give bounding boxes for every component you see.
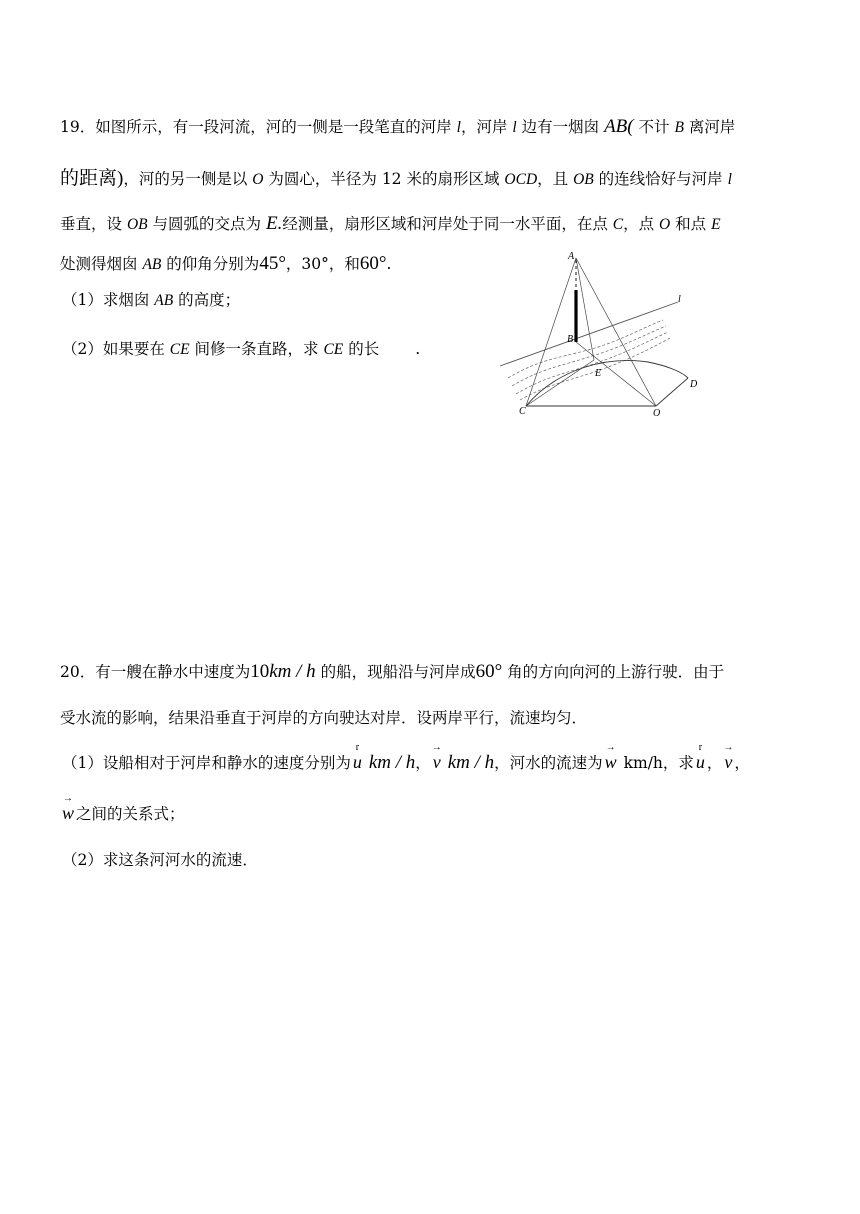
text: 间修一条直路，求: [189, 340, 324, 358]
sight-AO: [576, 258, 656, 406]
text: .: [415, 340, 421, 358]
text: ，点: [623, 215, 660, 233]
var-l: l: [512, 119, 517, 136]
p20-question-1: （1）设船相对于河岸和静水的速度分别为 r u km / h， → v km / h，河水的流速为 → w km/h，求 r u ， → v ，: [62, 742, 750, 773]
segment-OD: [656, 378, 688, 406]
vector-w: → w: [62, 793, 75, 823]
p20-line-2: [60, 708, 587, 728]
text: 的长: [343, 340, 380, 358]
math-unit: km / h: [269, 661, 316, 682]
var-C: C: [612, 216, 624, 233]
math-60deg: 60°: [475, 661, 503, 682]
river-chimney-figure: [498, 250, 720, 425]
text: .: [386, 255, 392, 273]
p20-line-1: [60, 662, 724, 682]
var-E: E: [711, 216, 721, 233]
text: 的船，现船沿与河岸成: [315, 663, 476, 681]
segment-BO: [576, 342, 656, 406]
math-AB: AB(: [604, 116, 634, 137]
bank-line-l: [500, 302, 678, 366]
text: （2）求这条河河水的流速．: [62, 851, 258, 869]
text: 不计: [633, 118, 675, 136]
p20-question-2: [62, 850, 258, 870]
river-dash-1: [508, 320, 663, 378]
text: 为圆心，半径为 12 米的扇形区域: [263, 170, 505, 188]
text: 与圆弧的交点为: [147, 215, 266, 233]
text: 之间的关系式；: [76, 805, 185, 823]
text: （1）设船相对于河岸和静水的速度分别为: [62, 754, 351, 772]
river-dash-2: [512, 326, 666, 386]
text: 垂直，设: [60, 215, 127, 233]
label-l: l: [678, 294, 681, 305]
text: km/h，求: [618, 754, 694, 772]
vector-v: → v: [431, 742, 442, 772]
text: 的高度；: [173, 291, 241, 309]
math-60deg: 60°: [359, 253, 387, 274]
text: 和点: [670, 215, 712, 233]
text: ，且: [537, 170, 574, 188]
math-10: 10: [250, 661, 270, 682]
var-l: l: [727, 171, 732, 188]
figure-svg: [498, 250, 720, 425]
math-unit: km / h: [368, 752, 416, 773]
vector-w: → w: [604, 742, 617, 772]
text: 19．如图所示，有一段河流，河的一侧是一段笔直的河岸: [60, 118, 457, 136]
var-B: B: [674, 119, 684, 136]
p19-line-3: [60, 214, 721, 235]
math-E: E.: [265, 213, 283, 234]
var-l: l: [456, 119, 461, 136]
p20-line-4: [60, 793, 185, 824]
text: 受水流的影响，结果沿垂直于河岸的方向驶达对岸．设两岸平行，流速均匀．: [60, 709, 588, 727]
var-CE: CE: [169, 341, 190, 358]
text: 角的方向向河的上游行驶．由于: [502, 663, 725, 681]
river-dash-3: [516, 332, 668, 394]
text: 经测量，扇形区域和河岸处于同一水平面，在点: [282, 215, 613, 233]
p19-line-1: [60, 117, 735, 138]
var-CE: CE: [323, 341, 344, 358]
vector-v: → v: [723, 742, 734, 772]
text: ，30°，和: [285, 255, 360, 273]
vector-u: r u: [352, 742, 362, 772]
p19-question-1: [62, 290, 240, 311]
label-O: O: [653, 408, 661, 419]
text: ，河岸: [460, 118, 513, 136]
text: 的距离): [60, 168, 124, 189]
math-45deg: 45°: [259, 253, 286, 274]
text: ，河的另一侧是以: [123, 170, 253, 188]
var-AB: AB: [154, 292, 174, 309]
var-OB: OB: [126, 216, 148, 233]
var-O: O: [659, 216, 671, 233]
label-A: A: [568, 251, 575, 262]
text: 边有一烟囱: [516, 118, 605, 136]
var-O: O: [252, 171, 264, 188]
var-OB: OB: [573, 171, 594, 188]
text: 20．有一艘在静水中速度为: [60, 663, 251, 681]
text: （2）如果要在: [62, 340, 170, 358]
sight-AE: [576, 258, 594, 360]
label-B: B: [567, 334, 574, 345]
vector-u: r u: [695, 742, 705, 772]
var-OCD: OCD: [504, 171, 538, 188]
p19-question-2: [62, 339, 420, 360]
p19-line-2: [60, 169, 732, 190]
label-E: E: [595, 368, 602, 379]
text: 离河岸: [683, 118, 736, 136]
segment-CE: [526, 360, 594, 406]
label-C: C: [519, 406, 526, 417]
text: 的仰角分别为: [161, 255, 260, 273]
var-AB: AB: [142, 256, 162, 273]
text: 处测得烟囱: [60, 255, 143, 273]
label-D: D: [690, 379, 698, 390]
text: ，河水的流速为: [494, 754, 603, 772]
text: 的连线恰好与河岸: [593, 170, 728, 188]
p19-line-4: [60, 254, 391, 275]
text: （1）求烟囱: [62, 291, 155, 309]
math-unit: km / h: [447, 752, 495, 773]
